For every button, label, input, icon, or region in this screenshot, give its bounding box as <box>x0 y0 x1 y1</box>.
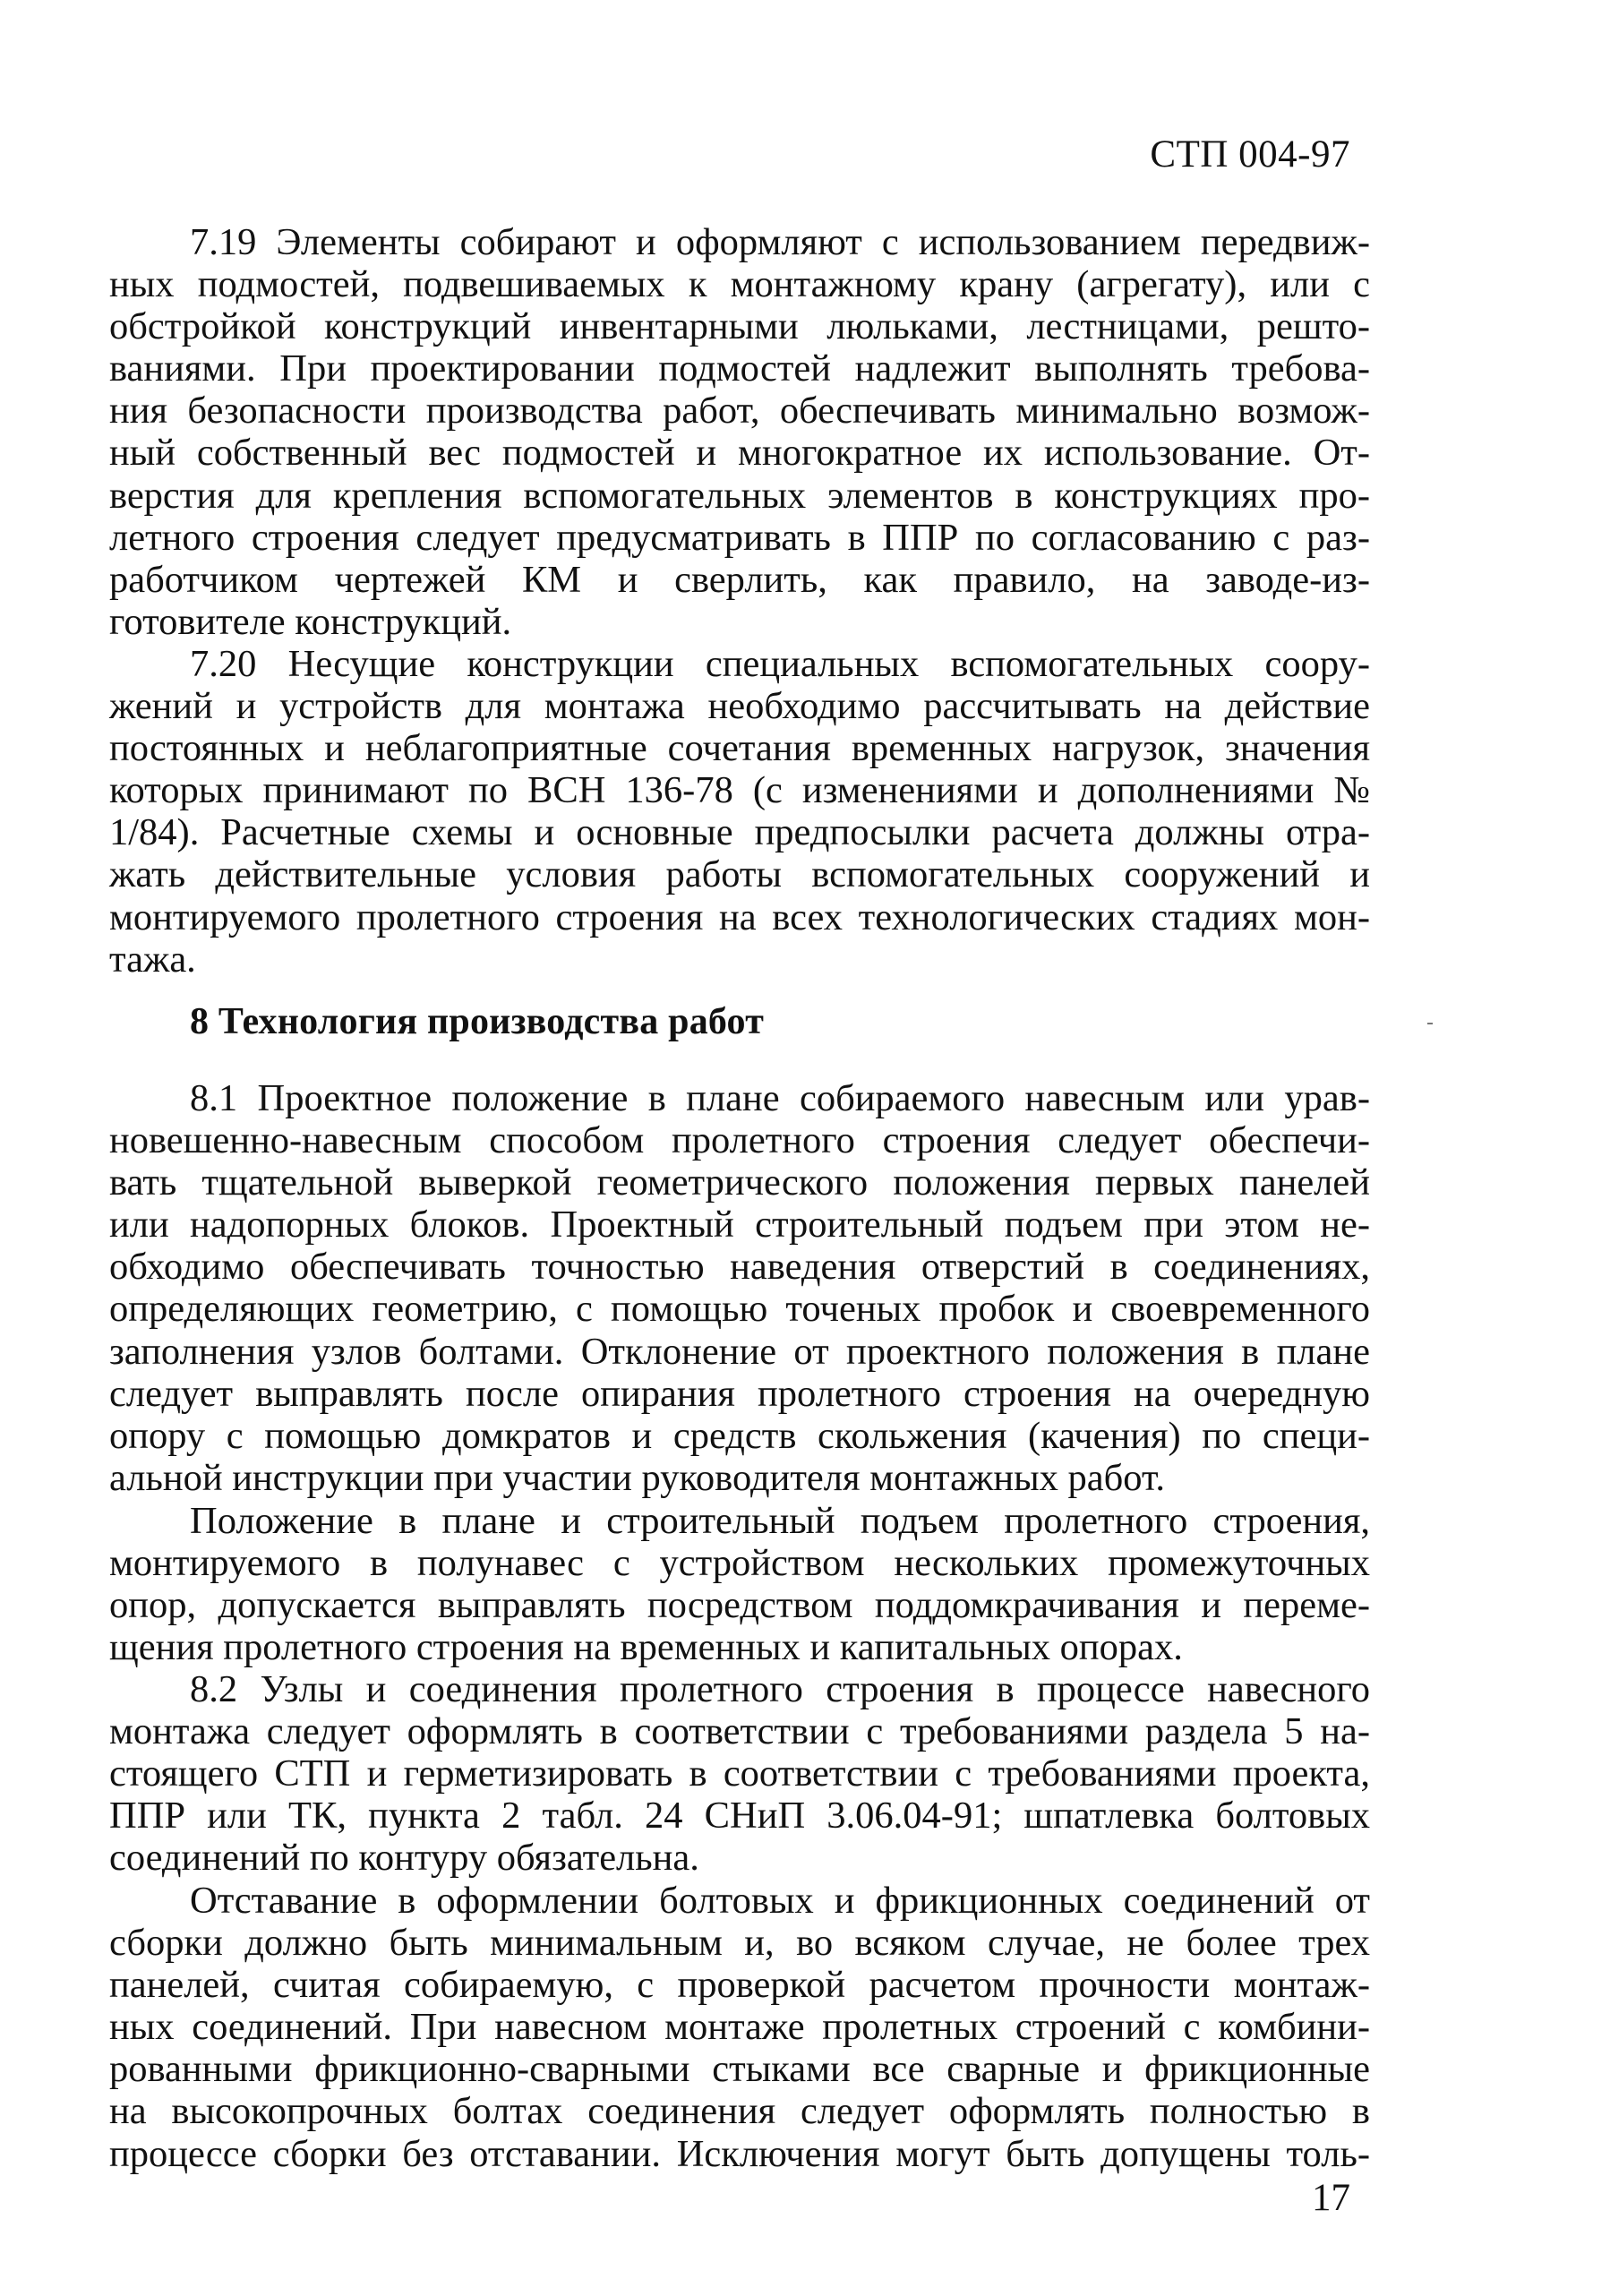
paragraph-8-1-continued <box>109 1499 1370 1667</box>
text-line: верстия для крепления вспомогательных элементов в конструкциях про- <box>109 474 1370 517</box>
text-line: стоящего СТП и герметизировать в соответствии с требованиями проекта, <box>109 1752 1370 1795</box>
text-line: ных соединений. При навесном монтаже пролетных строений с комбини- <box>109 2006 1370 2049</box>
text-line: соединений по контуру обязательна. <box>109 1837 699 1880</box>
text-line: или надопорных блоков. Проектный строительный подъем при этом не- <box>109 1204 1370 1247</box>
text-line: вать тщательной выверкой геометрического положения первых панелей <box>109 1161 1370 1204</box>
text-line: щения пролетного строения на временных и капитальных опорах. <box>109 1626 1183 1669</box>
text-line: жений и устройств для монтажа необходимо рассчитывать на действие <box>109 685 1370 728</box>
text-line: 7.19 Элементы собирают и оформляют с использованием передвиж- <box>190 221 1370 263</box>
text-line: монтируемого пролетного строения на всех технологических стадиях мон- <box>109 895 1370 938</box>
paragraph-7-20 <box>109 642 1370 980</box>
text-line: обстройкой конструкций инвентарными люльками, лестницами, решто- <box>109 305 1370 348</box>
text-line: монтируемого в полунавес с устройством нескольких промежуточных <box>109 1542 1370 1585</box>
text-line: альной инструкции при участии руководителя монтажных работ. <box>109 1456 1165 1499</box>
document-code: СТП 004-97 <box>1150 133 1350 176</box>
text-line: определяющих геометрию, с помощью точеных пробок и своевременного <box>109 1288 1370 1331</box>
text-line: Отставание в оформлении болтовых и фрикционных соединений от <box>190 1880 1370 1922</box>
text-line: заполнения узлов болтами. Отклонение от проектного положения в плане <box>109 1330 1370 1373</box>
page-number: 17 <box>1312 2177 1350 2219</box>
paragraph-8-2-continued <box>109 1879 1370 2174</box>
text-line: тажа. <box>109 938 196 981</box>
text-line: сборки должно быть минимальным и, во всяком случае, не более трех <box>109 1922 1370 1965</box>
text-line: ный собственный вес подмостей и многократное их использование. От- <box>109 432 1370 475</box>
text-line: 7.20 Несущие конструкции специальных вспомогательных соору- <box>190 643 1370 685</box>
text-line: 1/84). Расчетные схемы и основные предпосылки расчета должны отра- <box>109 811 1370 854</box>
text-line: жать действительные условия работы вспомогательных сооружений и <box>109 853 1370 896</box>
text-line: опор, допускается выправлять посредством поддомкрачивания и переме- <box>109 1584 1370 1627</box>
text-line: ных подмостей, подвешиваемых к монтажному крану (агрегату), или с <box>109 263 1370 306</box>
text-line: ППР или ТК, пункта 2 табл. 24 СНиП 3.06.04-91; шпатлевка болтовых <box>109 1795 1370 1838</box>
text-line: постоянных и неблагоприятные сочетания временных нагрузок, значения <box>109 727 1370 770</box>
text-line: готовителе конструкций. <box>109 600 512 643</box>
text-line: опору с помощью домкратов и средств скольжения (качения) по специ- <box>109 1414 1370 1457</box>
text-line: Положение в плане и строительный подъем пролетного строения, <box>190 1500 1370 1542</box>
text-line: обходимо обеспечивать точностью наведения отверстий в соединениях, <box>109 1246 1370 1289</box>
text-line: на высокопрочных болтах соединения следует оформлять полностью в <box>109 2090 1370 2133</box>
text-line: панелей, считая собираемую, с проверкой расчетом прочности монтаж- <box>109 1964 1370 2007</box>
text-line: работчиком чертежей КМ и сверлить, как правило, на заводе-из- <box>109 558 1370 601</box>
text-line: ния безопасности производства работ, обеспечивать минимально возмож- <box>109 390 1370 433</box>
text-line: следует выправлять после опирания пролетного строения на очередную <box>109 1372 1370 1415</box>
scan-speck <box>1427 1023 1433 1024</box>
paragraph-8-2 <box>109 1667 1370 1878</box>
text-line: процессе сборки без отставании. Исключения могут быть допущены толь- <box>109 2132 1370 2175</box>
text-line: летного строения следует предусматривать в ППР по согласованию с раз- <box>109 516 1370 559</box>
section-heading: 8 Технология производства работ <box>190 1001 765 1042</box>
paragraph-7-19 <box>109 220 1370 642</box>
text-line: монтажа следует оформлять в соответствии с требованиями раздела 5 на- <box>109 1710 1370 1753</box>
text-line: 8.2 Узлы и соединения пролетного строения в процессе навесного <box>190 1668 1370 1710</box>
text-line: рованными фрикционно-сварными стыками все сварные и фрикционные <box>109 2048 1370 2091</box>
paragraph-8-1 <box>109 1076 1370 1498</box>
text-line: ваниями. При проектировании подмостей надлежит выполнять требова- <box>109 347 1370 390</box>
text-line: 8.1 Проектное положение в плане собираемого навесным или урав- <box>190 1077 1370 1119</box>
text-line: новешенно-навесным способом пролетного строения следует обеспечи- <box>109 1119 1370 1162</box>
text-line: которых принимают по ВСН 136-78 (с изменениями и дополнениями № <box>109 769 1370 812</box>
